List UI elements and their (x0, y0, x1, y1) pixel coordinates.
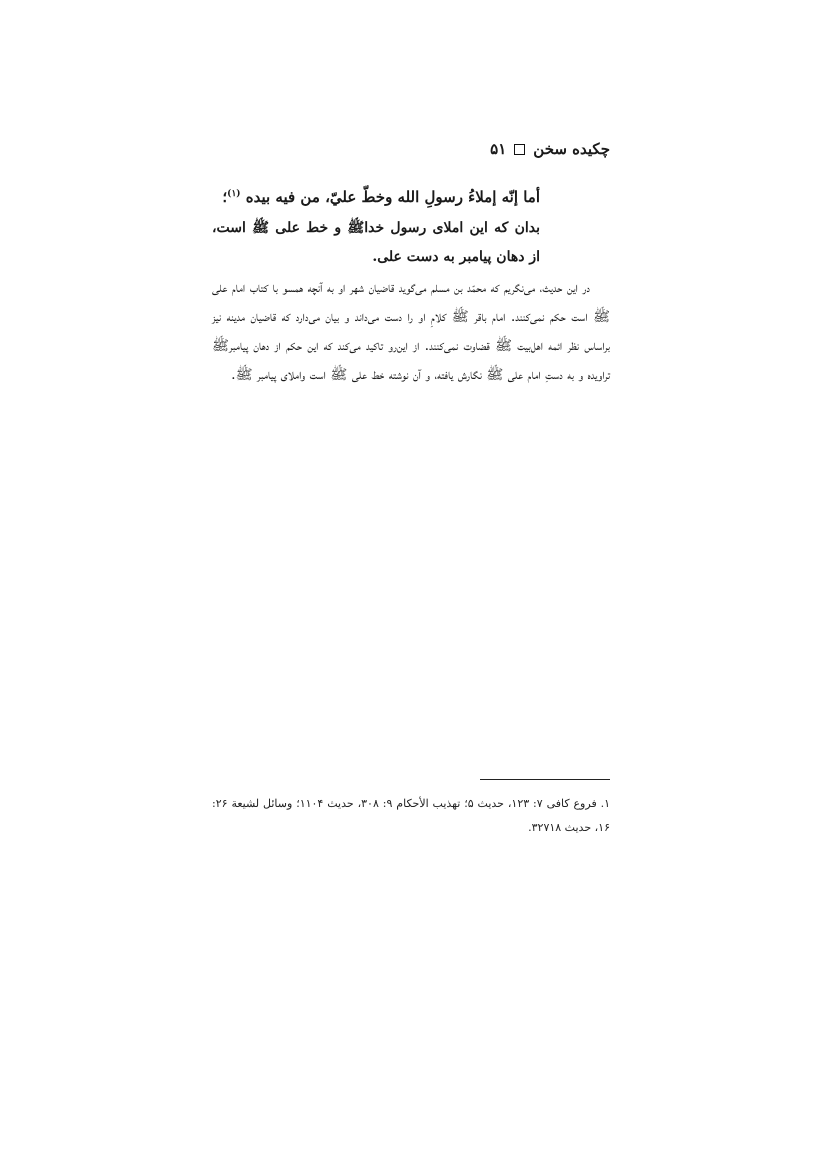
body-paragraph: در این حدیث، می‌نگریم که محمّد بن مسلم می‌گوید قاضیان شهر او به آنچه همسو با کتاب امام علی ﷺ است حکم نمی‌کنند. امام باقر ﷺ کلامِ او را دست می‌داند و بیان می‌دارد که قاضیان مدینه نیز براساس نظر ائمه اهل‌بیت ﷺ قضاوت نمی‌کنند. از این‌رو تاکید می‌کند که این حکم از دهان پیامبرﷺ تراویده و به دستِ امام علی ﷺ نگارش یافته، و آن نوشته خط علی ﷺ است واملای پیامبر ﷺ. (212, 280, 610, 383)
persian-translation: بدان که این املای رسول خداﷺ و خط علی ﷺ است، از دهان پیامبر به دست علی. (212, 220, 540, 265)
footnote-marker: (۱) (227, 189, 241, 199)
square-bullet-icon (514, 144, 525, 155)
arabic-quote-text: أما إنّه إملاءُ رسولِ الله وخطّ عليّ، من فيه بيده (245, 188, 540, 206)
page-number: ۵۱ (490, 140, 507, 158)
arabic-quote-end: ؛ (222, 188, 228, 206)
footnote-separator (480, 779, 610, 780)
header-title: چکیده سخن (533, 140, 610, 158)
arabic-quote (212, 180, 610, 214)
main-text (212, 180, 610, 390)
footnote: ۱. فروع کافی ۷: ۱۲۳، حدیث ۵؛ تهذیب الأحکام ۹: ۳۰۸، حدیث ۱۱۰۴؛ وسائل لشیعة ۲۶: ۱۶، حدیث ۳۲۷۱۸. (212, 797, 611, 834)
running-header (190, 140, 610, 158)
